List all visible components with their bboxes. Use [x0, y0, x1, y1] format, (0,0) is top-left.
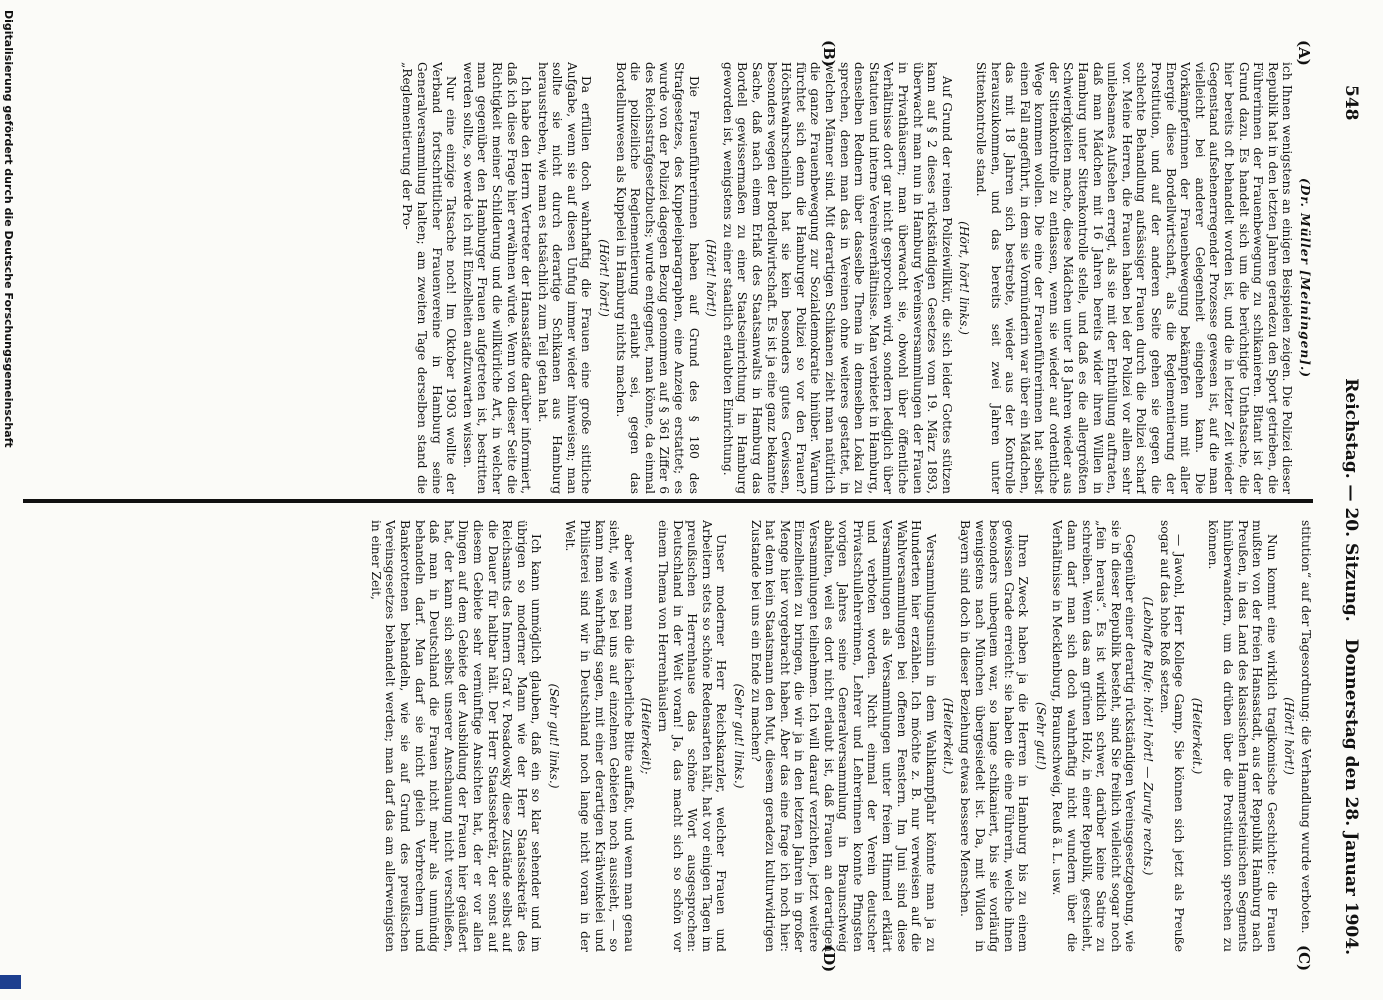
- paragraph: stitution“ auf der Tagesordnung: die Verhandlung wurde verboten.: [1299, 520, 1313, 934]
- paragraph: Ich kann unmöglich glauben, daß ein so klar sehender und im übrigen so moderner Mann wie der Herr Staatssekretär des Reichsamts des Innern Graf v. Posadowsky diese Zustände selbst auf die Dauer für haltbar hält. Der Herr Staatssekretär, der sonst auf diesem Gebiete sehr vernünftige Ansichten hat, der er vor allen Dingen auf dem Gebiete der Ausbildung der Frauen hier geäußert hat, der kann sich selbst unserer Anschauung nicht verschließen, daß man in Deutschland die Frauen nicht mehr als unmündig behandeln darf. Man darf sie nicht gleich Verbrechern und Bankerottenen behandeln, wie sie auf Grund des preußischen Vereinsgesetzes behandelt werden; man darf das am allerwenigsten in einer Zeit,: [368, 520, 544, 952]
- speaker-name: (Dr. Müller [Meiningen].): [1298, 177, 1312, 379]
- margin-marker-d: (D): [820, 945, 838, 973]
- interjection: (Lebhafte Rufe: hört! hört! — Zurufe rechts.): [1141, 596, 1156, 876]
- interjection: (Hört! hört!): [704, 239, 719, 317]
- margin-marker-c: (C): [1295, 945, 1313, 972]
- paragraph: Nur eine einzige Tatsache noch! Im Oktober 1903 wollte der Verband fortschrittlicher Frauenvereine in Hamburg seine Generalversammlung halten; am zweiten Tage derselben stand die „Reglementierung der Pro-: [400, 62, 459, 494]
- paragraph: Versammlungsunsinn in dem Wahlkampfjahr könnte man ja zu Hunderten hier erzählen. Ich möchte z. B. nur verweisen auf die Wahlversammlungen bei offenen Fenstern. Im Juni sind diese Versammlungen als Versammlungen unter freiem Himmel erklärt und verboten worden. Nicht einmal der Verein deutscher Privatschullehrerinnen, Lehrer und Lehrerinnen konnte Pfingsten vorigen Jahres seine Generalversammlung in Braunschweig abhalten, weil es dort nicht erlaubt ist, daß Frauen an derartigen Versammlungen teilnehmen. Ich will darauf verzichten, jetzt weitere Einzelheiten zu bringen, die wir ja in den letzten Jahren in großer Menge hier vorgebracht haben. Aber das eine frage ich noch hier: hat denn kein Staatsmann den Mut, diesem geradezu kulturwidrigen Zustande bei uns ein Ende zu machen?: [748, 520, 938, 952]
- paragraph: Da erfüllen doch wahrhaftig die Frauen eine große sittliche Aufgabe, wenn sie auf diesen Unfug immer wieder hinweisen; man sollte sie nicht durch derartige Schikanen aus Hamburg herausstreben, wie man es tatsächlich zum Teil getan hat.: [535, 62, 594, 494]
- interjection: (Heiterkeit);: [639, 697, 654, 775]
- interjection: (Heiterkeit.): [941, 697, 956, 775]
- margin-marker-b: (B): [820, 40, 838, 67]
- paragraph: Ich habe den Herrn Vertreter der Hansastädte darüber informiert, daß ich diese Frage hier erwähnen würde. Wenn von dieser Seite die Richtigkeit meiner Schilderung und die willkürliche Art, in welcher man gegenüber den Hamburger Frauen aufgetreten ist, bestritten werden sollte, so werde ich mit Einzelheiten aufzuwarten wissen.: [460, 62, 534, 494]
- interjection: (Sehr gut! links.): [546, 683, 561, 789]
- left-text-column: [23, 62, 1313, 494]
- dfg-logo: [0, 975, 21, 989]
- interjection: (Sehr gut!): [1033, 701, 1048, 771]
- digitization-credit: Digitalisierung gefördert durch die Deutsche Forschungsgemeinschaft: [2, 10, 15, 448]
- interjection: (Hört! hört!): [597, 239, 612, 317]
- paragraph: Die Frauenführerinnen haben auf Grund des § 180 des Strafgesetzes, des Kuppeleiparagraphen, eine Anzeige erstattet; es wurde von der Polizei dagegen Bezug genommen auf § 361 Ziffer 6 des Reichsstrafgesetzbuchs; wurde entgegnet, man könne, da einmal die polizeiliche Reglementierung erlaubt sei, gegen das Bordellunwesen als Kuppelei in Hamburg nichts machen.: [613, 62, 701, 494]
- column-divider: [23, 499, 1313, 503]
- paragraph: Unser moderner Herr Reichskanzler, welcher Frauen und Arbeitern stets so schöne Redensarten hält, hat vor einigen Tagen im preußischen Herrenhause das schöne Wort ausgesprochen: Deutschland in der Welt voran! Ja, das macht sich so schön vor einem Thema von Herrenhäuslern: [656, 520, 729, 952]
- right-text-column: [23, 520, 1313, 952]
- paragraph: ich Ihnen wenigstens an einigen Beispielen zeigen. Die Polizei dieser Republik hat in den letzten Jahren geradezu den Sport getrieben, die Führerinnen der Frauenbewegung zu schikanieren. Bitant ist der Grund dazu. Es handelt sich um die berüchtigte Unthatsache, die hier bereits oft behandelt worden ist, und die in letzter Zeit wieder Gegenstand aufsehenerregender Prozesse gewesen ist, auf die man vielleicht bei anderer Gelegenheit eingehen kann. Die Vorkämpferinnen der Frauenbewegung bekämpfen nun mit aller Energie diese Bordellwirtschaft, als die Reglementierung der Prostitution, und auf der anderen Seite gehen sie gegen die schlechte Behandlung aufsässiger Frauen durch die Polizei scharf vor. Meine Herren, die Frauen haben bei der Polizei vor allem sehr unliebsames Aufsehen erregt, als sie mit der Enthüllung auftraten, daß man Mädchen mit 16 Jahren bereits wider ihren Willen in Hamburg unter Sittenkontrolle stelle, und daß es die allergrößten Schwierigkeiten mache, diese Mädchen unter 18 Jahren wieder aus der Sittenkontrolle zu entlassen, wenn sie wieder auf ordentliche Wege kommen wollen. Die eine der Frauenführerinnen hat selbst einen Fall angeführt, in dem sie Vormünderin war über ein Mädchen, das mit 18 Jahren sich bestrebte, wieder aus der Kontrolle herauszukommen, und das bereits seit zwei Jahren unter Sittenkontrolle stand.: [973, 62, 1295, 494]
- page-number: 548: [1341, 85, 1361, 121]
- interjection: (Sehr gut! links.): [732, 683, 747, 789]
- session-date: Donnerstag den 28. Januar 1904.: [1341, 638, 1361, 955]
- page-header: [1335, 45, 1365, 955]
- paragraph: Gegenüber einer derartig rückständigen Vereinsgesetzgebung, wie sie in dieser Republik besteht, sind Sie freilich vielleicht sogar noch „fein heraus“. Es ist wirklich schwer, darüber keine Satire zu schreiben. Wenn das am grünen Holz, in einer Republik, geschieht, dann darf man sich doch wahrhaftig nicht wundern über die Verhältnisse in Mecklenburg, Braunschweig, Reuß ä. L. usw.: [1050, 520, 1138, 952]
- paragraph: — Jawohl, Herr Kollege Gamp, Sie können sich jetzt als Preuße sogar auf das hohe Roß setzen.: [1157, 520, 1187, 952]
- paragraph: Ihren Zweck haben ja die Herren in Hamburg bis zu einem gewissen Grade erreicht: sie haben die eine Führerin, welche ihnen besonders unbequem war, so lange schikaniert, bis sie vorläufig wenigstens nach München übergesiedelt ist. Da, mit Wilden in Bayern sind doch in dieser Beziehung etwas bessere Menschen.: [957, 520, 1031, 952]
- interjection: (Hört! hört!): [1282, 697, 1297, 775]
- paragraph: Nun kommt eine wirklich tragikomische Geschichte: die Frauen mußten von der freien Hansastadt, aus der Republik Hamburg nach Preußen, in das Land des klassischen Hammersteinischen Segments hinüberwandern, um da drüben über die Prostitution sprechen zu können.: [1206, 520, 1279, 952]
- running-title: Reichstag. — 20. Sitzung.: [1341, 378, 1361, 622]
- interjection: (Heiterkeit.): [1189, 697, 1204, 775]
- paragraph: aber wenn man die lächerliche Bitte auffaßt, und wenn man genau sieht, wie es bei uns auf einzelnen Gebieten noch aussieht, — so kann man wahrhaftig sagen, mit einer derartigen Krähwinkelei und Philisterei sind wir in Deutschland noch lange nicht voran in der Welt.: [563, 520, 636, 952]
- margin-marker-a: (A): [1295, 40, 1313, 66]
- interjection: (Hört, hört! links.): [957, 221, 972, 335]
- paragraph: Auf Grund der reinen Polizeiwillkür, die sich leider Gottes stützen kann auf § 2 dieses rückständigen Gesetzes vom 19. März 1893, überwacht man nun in Hamburg Vereinsversammlungen der Frauen in Privathäusern; man überwacht sie, obwohl über öffentliche Verhältnisse dort gar nicht gesprochen wird, sondern lediglich über Statuten und interne Vereinsverhältnisse. Man verbietet in Hamburg, denselben Rednern über dasselbe Thema in demselben Lokal zu sprechen, denen man das in Vereinen ohne weiteres gestattet, in welchen Männer sind. Mit derartigen Schikanen zieht man natürlich die ganze Frauenbewegung zur Sozialdemokratie hinüber. Warum fürchtet sich denn die Hamburger Polizei so vor den Frauen? Höchstwahrscheinlich hat sie kein besonders gutes Gewissen, besonders wegen der Bordellwirtschaft. Es ist ja eine ganz bekannte Sache, daß nach einem Erlaß des Staatsanwalts in Hamburg das Bordell gewissermaßen zu einer Staatseinrichtung in Hamburg geworden ist, wenigstens zu einer staatlich erlaubten Einrichtung.: [720, 62, 954, 494]
